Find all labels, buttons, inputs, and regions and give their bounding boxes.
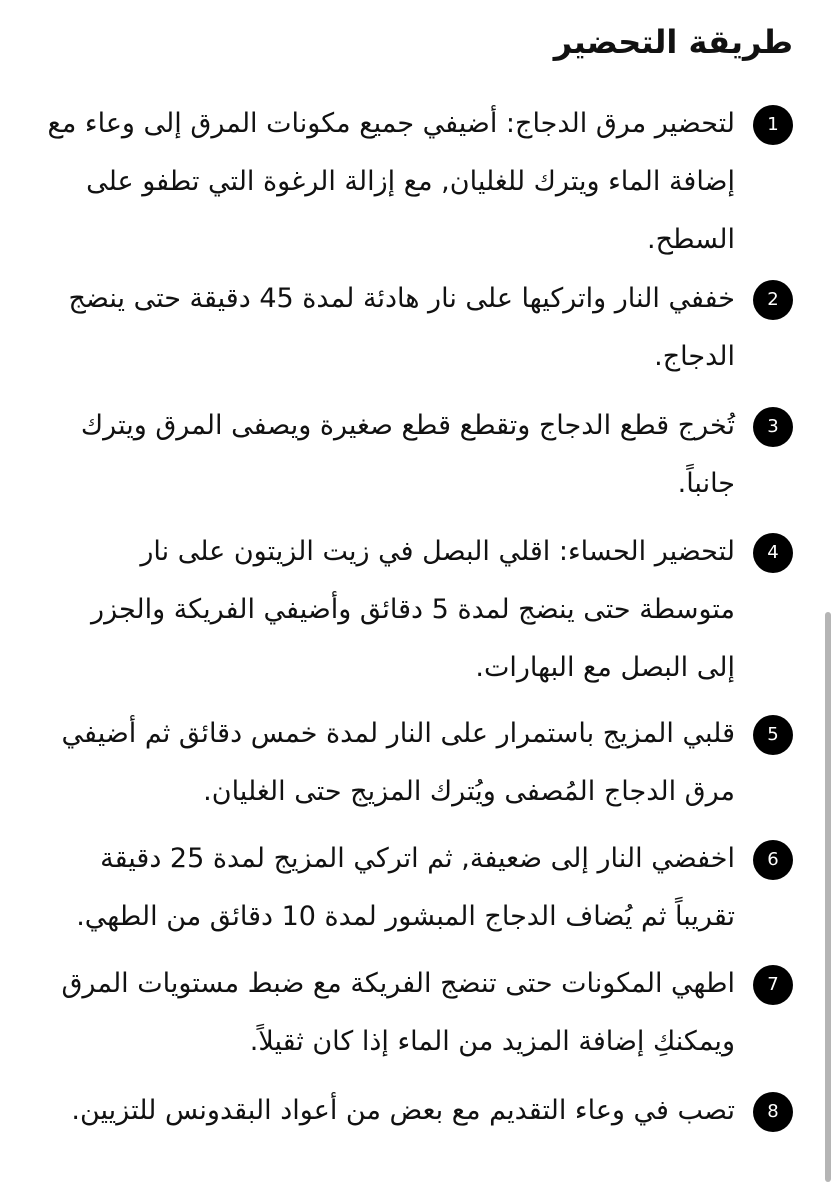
step-number-badge: 5 <box>753 715 793 755</box>
step-text: تُخرج قطع الدجاج وتقطع قطع صغيرة ويصفى المرق ويترك جانباً. <box>80 410 735 499</box>
step-number-badge: 1 <box>753 105 793 145</box>
step-text: لتحضير مرق الدجاج: أضيفي جميع مكونات المرق إلى وعاء مع إضافة الماء ويترك للغليان, مع إزالة الرغوة التي تطفو على السطح. <box>47 108 735 255</box>
step-number-badge: 8 <box>753 1092 793 1132</box>
step-text: خففي النار واتركيها على نار هادئة لمدة 45 دقيقة حتى ينضج الدجاج. <box>68 283 735 372</box>
step-number-badge: 3 <box>753 407 793 447</box>
step-number-badge: 2 <box>753 280 793 320</box>
step-number-badge: 4 <box>753 533 793 573</box>
section-title: طريقة التحضير <box>553 23 793 61</box>
step-text: اخفضي النار إلى ضعيفة, ثم اتركي المزيج لمدة 25 دقيقة تقريباً ثم يُضاف الدجاج المبشور لمدة 10 دقائق من الطهي. <box>76 843 735 932</box>
step-text: قلبي المزيج باستمرار على النار لمدة خمس دقائق ثم أضيفي مرق الدجاج المُصفى ويُترك المزيج حتى الغليان. <box>61 718 735 807</box>
step-text: لتحضير الحساء: اقلي البصل في زيت الزيتون على نار متوسطة حتى ينضج لمدة 5 دقائق وأضيفي الفريكة والجزر إلى البصل مع البهارات. <box>91 536 735 683</box>
scrollbar[interactable] <box>825 612 831 1182</box>
step-number-badge: 6 <box>753 840 793 880</box>
step-number-badge: 7 <box>753 965 793 1005</box>
step-text: تصب في وعاء التقديم مع بعض من أعواد البقدونس للتزيين. <box>71 1095 735 1126</box>
step-text: اطهي المكونات حتى تنضج الفريكة مع ضبط مستويات المرق ويمكنكِ إضافة المزيد من الماء إذا كان ثقيلاً. <box>61 968 735 1057</box>
